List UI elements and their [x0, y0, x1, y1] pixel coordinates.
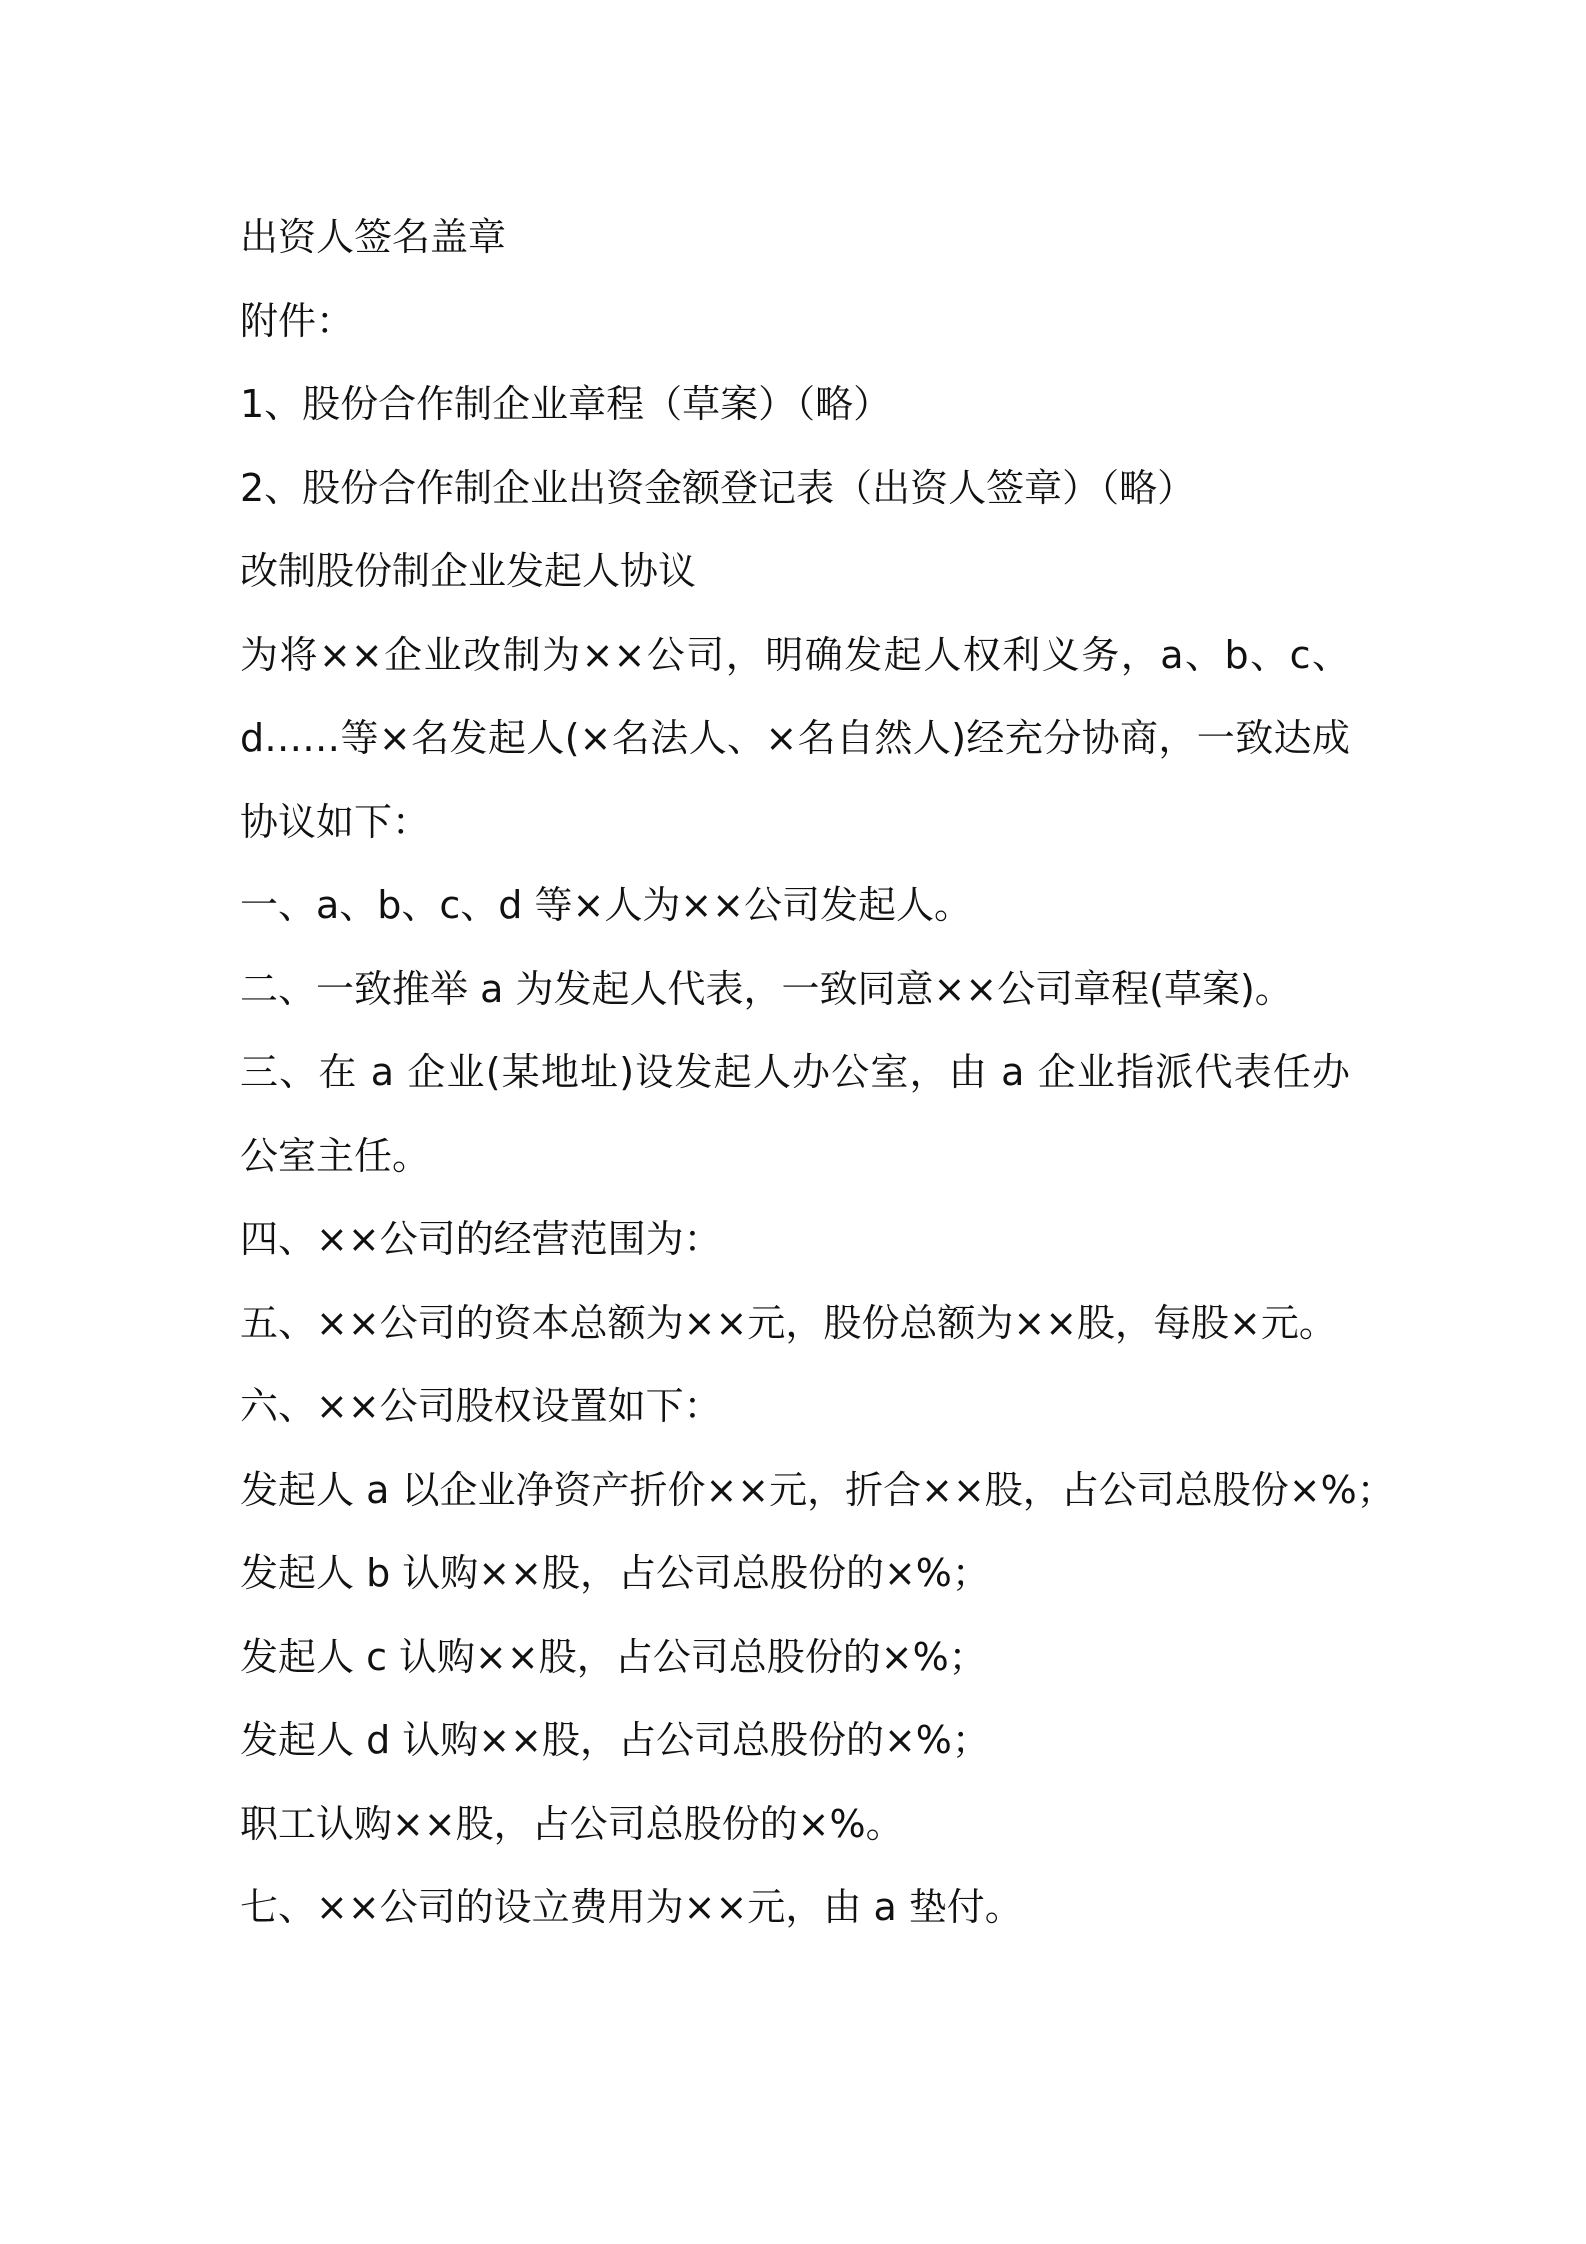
share-item-c: 发起人 c 认购××股，占公司总股份的×%； — [240, 1634, 987, 1679]
clause-1: 一、a、b、c、d 等×人为××公司发起人。 — [240, 883, 973, 927]
attachments-heading: 附件： — [240, 298, 355, 343]
clause-4: 四、××公司的经营范围为： — [240, 1217, 722, 1261]
clause-3: 三、在 a 企业(某地址)设发起人办公室，由 a 企业指派代表任办公室主任。 — [240, 1050, 1350, 1178]
clause-2: 二、一致推举 a 为发起人代表，一致同意××公司章程(草案)。 — [240, 966, 1293, 1011]
agreement-title: 改制股份制企业发起人协议 — [240, 549, 697, 593]
clause-6: 六、××公司股权设置如下： — [240, 1384, 722, 1428]
share-item-a: 发起人 a 以企业净资产折价××元，折合××股，占公司总股份×%； — [240, 1467, 1395, 1512]
intro-paragraph: 为将××企业改制为××公司，明确发起人权利义务，a、b、c、d……等×名发起人(×名法人、×名自然人)经充分协商，一致达成协议如下： — [240, 632, 1350, 844]
clause-5: 五、××公司的资本总额为××元，股份总额为××股，每股×元。 — [240, 1300, 1337, 1345]
clause-7: 七、××公司的设立费用为××元，由 a 垫付。 — [240, 1885, 1023, 1929]
attachment-item-2: 2、股份合作制企业出资金额登记表（出资人签章）（略） — [240, 465, 1196, 510]
share-item-d: 发起人 d 认购××股，占公司总股份的×%； — [240, 1718, 990, 1762]
share-item-b: 发起人 b 认购××股，占公司总股份的×%； — [240, 1551, 990, 1595]
signature-line: 出资人签名盖章 — [240, 215, 507, 259]
document-body — [240, 196, 1395, 1950]
share-item-staff: 职工认购××股，占公司总股份的×%。 — [240, 1801, 904, 1846]
attachment-item-1: 1、股份合作制企业章程（草案）（略） — [240, 382, 892, 426]
